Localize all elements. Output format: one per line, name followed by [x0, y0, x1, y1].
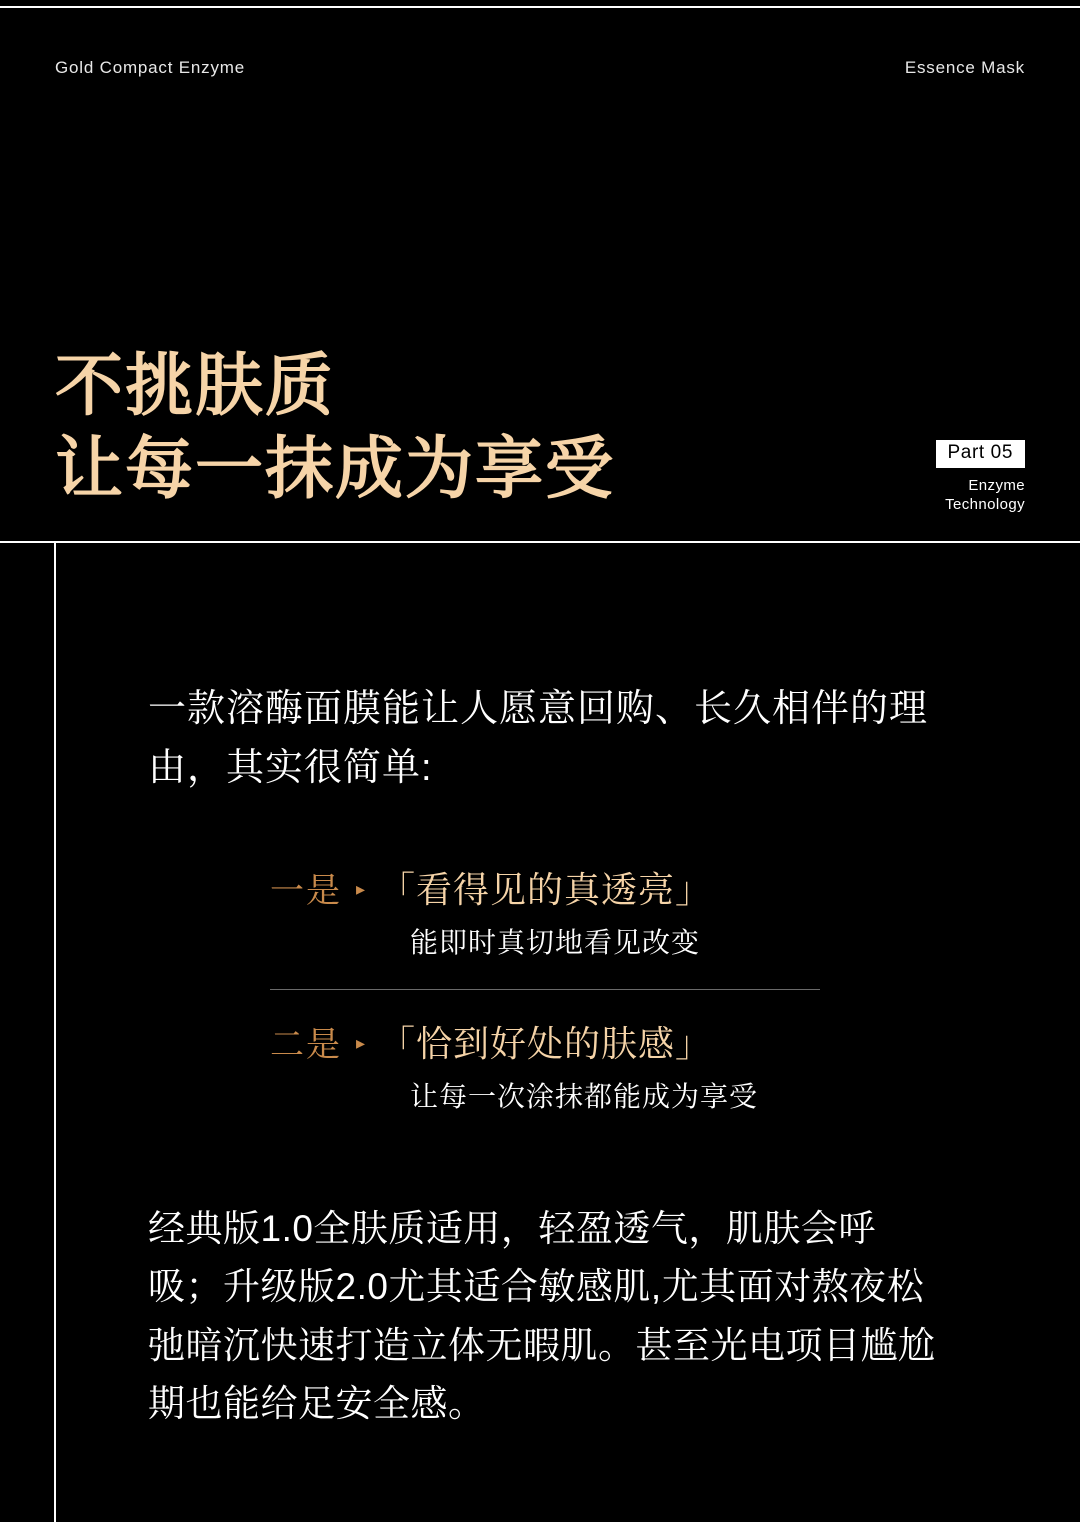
points-divider: [270, 989, 820, 990]
header-product-name: Gold Compact Enzyme: [55, 58, 245, 77]
part-indicator: [845, 440, 1025, 515]
point-title: 「看得见的真透亮」: [379, 869, 713, 910]
list-item: [270, 1016, 970, 1115]
left-vertical-rule: [54, 543, 56, 1522]
point-description: 能即时真切地看见改变: [410, 927, 701, 958]
top-divider: [0, 6, 1080, 8]
part-subtitle-line-1: Enzyme: [968, 476, 1025, 494]
point-header: [270, 862, 970, 913]
points-list: [270, 862, 970, 1115]
page-title-line-2: 让每一抹成为享受: [55, 430, 616, 507]
triangle-right-icon: ▸: [356, 1032, 366, 1053]
part-subtitle: [845, 476, 1025, 515]
page-title-line-1: 不挑肤质: [55, 348, 336, 424]
hero-divider: [0, 541, 1080, 543]
page-header: [0, 58, 1080, 88]
point-title: 「恰到好处的肤感」: [379, 1023, 713, 1064]
point-index-label: 一是: [270, 872, 342, 910]
closing-paragraph: 经典版1.0全肤质适用，轻盈透气，肌肤会呼吸；升级版2.0尤其适合敏感肌,尤其面对熬夜松弛暗沉快速打造立体无暇肌。甚至光电项目尴尬期也能给足安全感。: [148, 1208, 936, 1425]
page-title: [55, 345, 855, 511]
part-badge: Part 05: [936, 440, 1025, 468]
intro-paragraph: 一款溶酶面膜能让人愿意回购、长久相伴的理由，其实很简单:: [148, 688, 929, 789]
point-header: [270, 1016, 970, 1067]
part-subtitle-line-2: Technology: [945, 496, 1025, 514]
header-category-name: Essence Mask: [904, 58, 1025, 77]
triangle-right-icon: ▸: [356, 878, 366, 899]
point-description: 让每一次涂抹都能成为享受: [410, 1081, 759, 1112]
point-index-label: 二是: [270, 1026, 342, 1064]
list-item: [270, 862, 970, 961]
